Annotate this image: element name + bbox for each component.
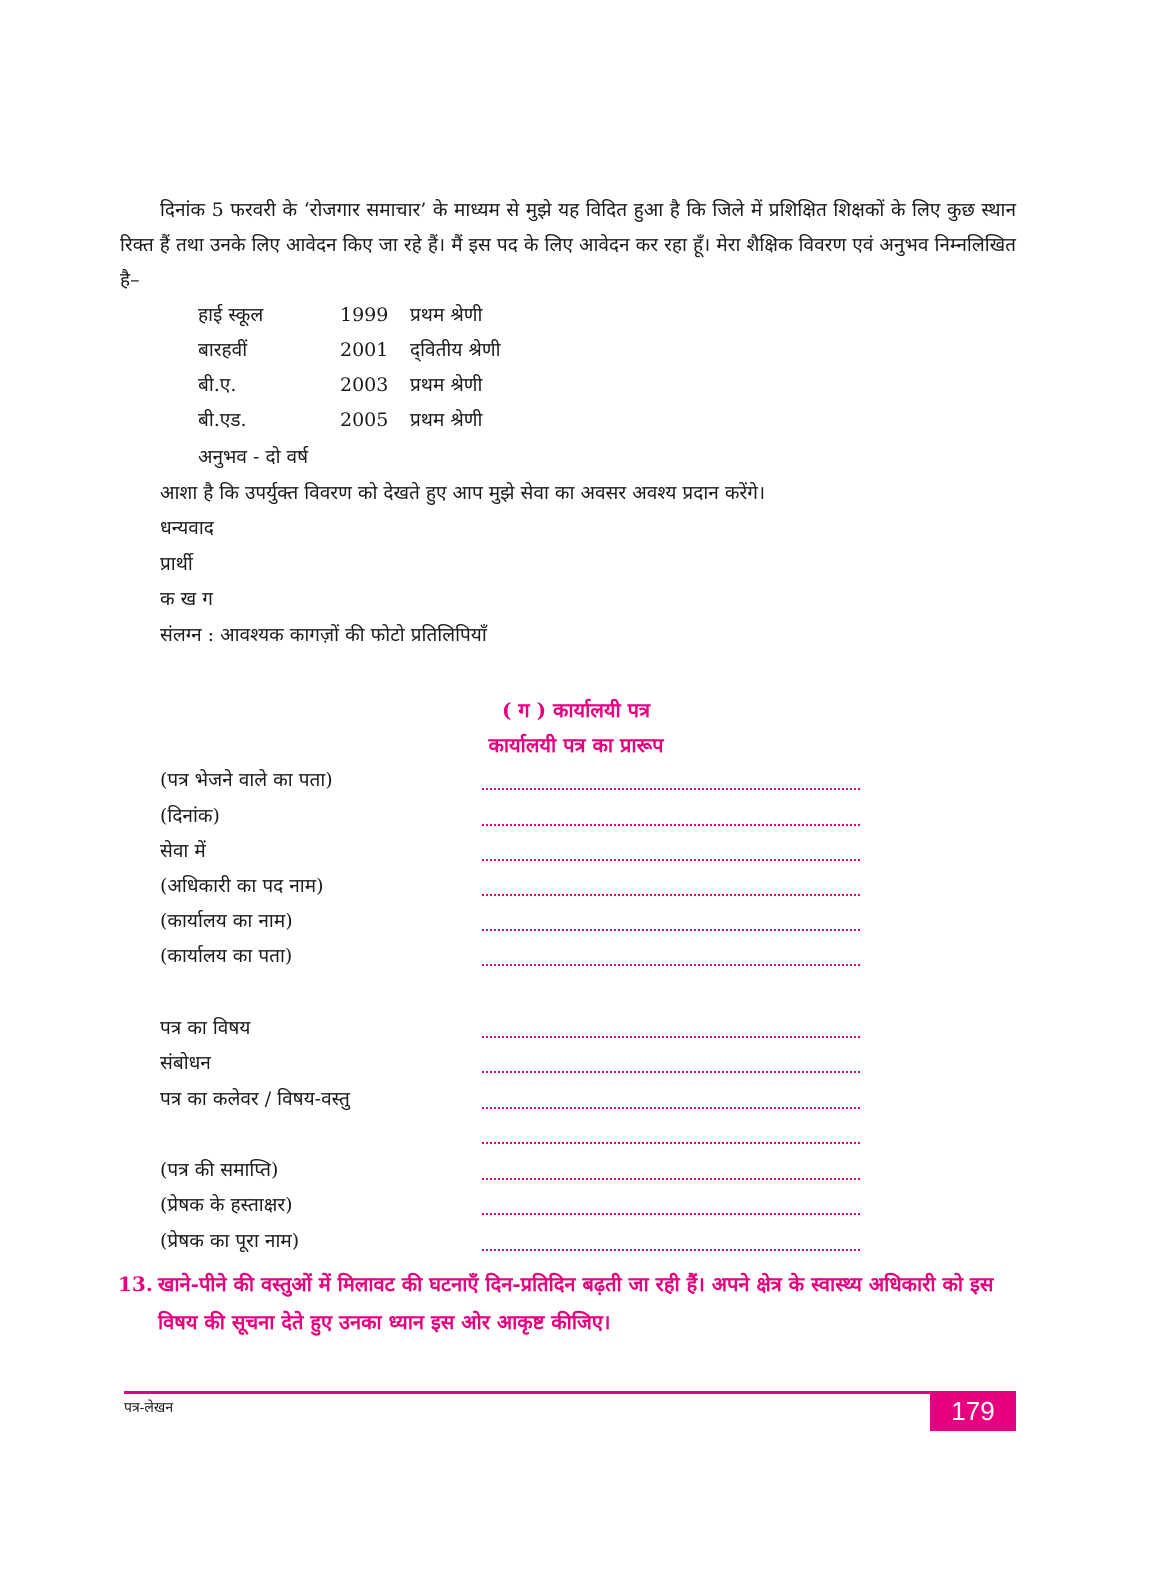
question-13 — [118, 1265, 1024, 1341]
format-field-label: (पत्र भेजने वाले का पता) — [160, 769, 333, 791]
qualification-course: हाई स्कूल — [198, 304, 264, 326]
dotted-fill-line — [482, 892, 860, 896]
format-field-row — [160, 1188, 860, 1223]
dotted-fill-line — [482, 1247, 860, 1251]
question-text: खाने-पीने की वस्तुओं में मिलावट की घटनाएँ दिन-प्रतिदिन बढ़ती जा रही हैं। अपने क्षेत्र के स्वास्थ्य अधिकारी को इस विषय की सूचना देते हुए उनका ध्यान इस ओर आकृष्ट कीजिए। — [158, 1272, 994, 1334]
format-field-row — [160, 799, 860, 834]
format-field-label: (अधिकारी का पद नाम) — [160, 875, 324, 897]
dotted-fill-line — [482, 822, 860, 826]
format-field-row — [160, 1153, 860, 1188]
format-field-row — [160, 869, 860, 904]
page-number: 179 — [930, 1391, 1016, 1431]
section-subtitle: कार्यालयी पत्र का प्रारूप — [488, 733, 664, 757]
qualification-year: 2005 — [340, 409, 389, 431]
format-field-label: (कार्यालय का पता) — [160, 945, 293, 967]
format-field-label: (कार्यालय का नाम) — [160, 910, 293, 932]
format-field-row — [160, 1224, 860, 1259]
footer-chapter-label: पत्र-लेखन — [124, 1400, 174, 1416]
qualification-division: प्रथम श्रेणी — [410, 409, 483, 431]
format-field-label: (प्रेषक का पूरा नाम) — [160, 1230, 300, 1252]
format-field-row — [160, 834, 860, 869]
dotted-fill-line — [482, 927, 860, 931]
dotted-fill-line — [482, 962, 860, 966]
format-field-label: सेवा में — [160, 840, 206, 862]
format-field-row — [160, 939, 860, 974]
format-field-row — [160, 1117, 860, 1152]
dotted-fill-line — [482, 1069, 860, 1073]
qualification-year: 1999 — [340, 304, 389, 326]
format-field-label: (प्रेषक के हस्ताक्षर) — [160, 1194, 293, 1216]
applicant-name: क ख ग — [160, 588, 213, 610]
format-field-row — [160, 1011, 860, 1046]
dotted-fill-line — [482, 1176, 860, 1180]
format-field-row — [160, 1046, 860, 1081]
qualification-course: बारहवीं — [198, 339, 248, 361]
letter-intro-paragraph: दिनांक 5 फरवरी के ‘रोजगार समाचार’ के माध्यम से मुझे यह विदित हुआ है कि जिले में प्रशिक्षित शिक्षकों के लिए कुछ स्थान रिक्त हैं तथा उनके लिए आवेदन किए जा रहे हैं। मैं इस पद के लिए आवेदन कर रहा हूँ। मेरा शैक्षिक विवरण एवं अनुभव निम्नलिखित है– — [120, 199, 1016, 291]
question-number: 13. — [118, 1272, 153, 1296]
format-field-label: (दिनांक) — [160, 805, 220, 827]
qualification-year: 2001 — [340, 339, 389, 361]
dotted-fill-line — [482, 1034, 860, 1038]
thanks-line: धन्यवाद — [160, 517, 214, 539]
format-field-label: (पत्र की समाप्ति) — [160, 1159, 279, 1181]
section-title: ( ग ) कार्यालयी पत्र — [501, 698, 651, 722]
qualification-division: द्‌वितीय श्रेणी — [410, 339, 501, 361]
footer-rule — [124, 1391, 1016, 1394]
qualification-course: बी.ए. — [198, 374, 237, 396]
dotted-fill-line — [482, 857, 860, 861]
applicant-label: प्रार्थी — [160, 553, 193, 575]
qualification-course: बी.एड. — [198, 409, 247, 431]
enclosure-line: संलग्न : आवश्यक कागज़ों की फोटो प्रतिलिपियाँ — [160, 624, 487, 646]
closing-hope-line: आशा है कि उपर्युक्त विवरण को देखते हुए आप मुझे सेवा का अवसर अवश्य प्रदान करेंगे। — [160, 482, 766, 504]
dotted-fill-line — [482, 1211, 860, 1215]
format-field-label: पत्र का कलेवर / विषय-वस्तु — [160, 1088, 350, 1110]
qualification-year: 2003 — [340, 374, 389, 396]
qualification-division: प्रथम श्रेणी — [410, 374, 483, 396]
format-field-row — [160, 1082, 860, 1117]
format-field-label: संबोधन — [160, 1052, 211, 1074]
experience-line: अनुभव - दो वर्ष — [198, 446, 309, 468]
format-field-row — [160, 904, 860, 939]
qualification-division: प्रथम श्रेणी — [410, 304, 483, 326]
dotted-fill-line — [482, 786, 860, 790]
format-field-row — [160, 763, 860, 798]
dotted-fill-line — [482, 1105, 860, 1109]
format-field-label: पत्र का विषय — [160, 1017, 251, 1039]
dotted-fill-line — [482, 1140, 860, 1144]
